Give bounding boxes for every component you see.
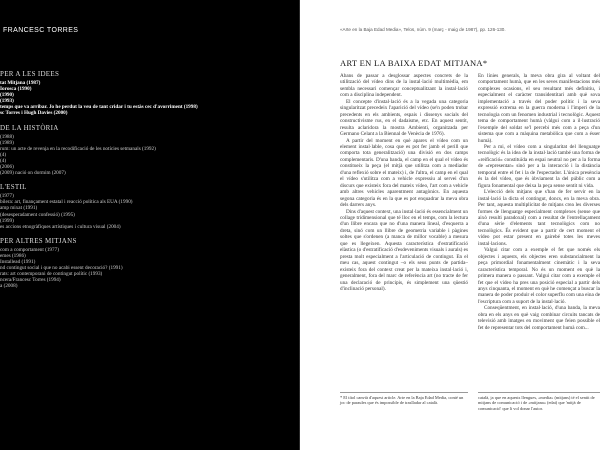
footnote-left: * El títol canvià d'aquest article. Arte en la Baja Edad Media, conté un joc de paraules que és impossible de traslladar al català.	[340, 392, 468, 406]
paragraph: Valgui citar com a exemple el fet que només els objectes i aquests, els objectes eren substancialment la peça primordial fonamentalment cinemàtic i la seva característica temporal. No és un moment en què la primera manera o passant. Valgui citar com a exemple el fet que el vídeo ha pres una posició especial a partir dels anys cinquanta, el moment en què he començat a buscar la manera de poder produir el color superflu com una eina de l'escriptura com a suport de la instal·lació.	[478, 247, 600, 305]
article-title: ART EN LA BAIXA EDAT MITJANA*	[340, 58, 488, 68]
list-item: com a comportament (1977)	[0, 246, 59, 253]
author-heading: FRANCESC TORRES	[3, 27, 79, 34]
list-item: (4)	[0, 151, 7, 158]
section-heading: PER ALTRES MITJANS	[0, 236, 77, 245]
footnote-right: català, ja que en aquests llengues, «media» (mitjans) té el sentit de mitjans de comunicació i de «mitjana» (edat) que 'mitjà de comunicació' que li vol donar l'autor.	[478, 392, 600, 411]
list-item: rum: un acte de revenja en la recodificació de les notícies setmanals (1992)	[0, 145, 156, 152]
list-item: (2006)	[0, 164, 14, 171]
paragraph: Dins d'aquest context, una instal·lació és essencialment un collage tridimensional que té lloc en el temps, com la lectura d'un llibre encara que no d'una manera lineal, d'esquerra a dreta, sinó com un llibre de geometria variable i pàgines soltes que s'ordenen (a manca de millor vocable) a mesura que es llegeixen. Aquesta característica d'estratificació elàstica (o d'estratificació d'esdeveniments visuals i aurals) es presta molt especialment a l'articulació de contingut. En el meu cas, aquest contingut –o els seus punts de partida– existeix fora del context creat per la mateixa instal·lació i, generalment, fora del marc de referència art (no tracte de fer una declaració de principis, és simplement una qüestió d'inclinació personal).	[340, 208, 468, 292]
list-item: temps que va arribar. Jo he perdut la veu de tant cridar i tu estàs cec d'avorriment (1998)	[0, 104, 198, 111]
list-item: (1999)	[0, 217, 14, 224]
list-item: es accions etnogràfiques artístiques i cultura visual (2004)	[0, 223, 121, 230]
list-item: (2009) nació on dormim (2007)	[0, 170, 66, 177]
list-item: a (2008)	[0, 283, 18, 290]
paragraph: L'elecció dels mitjans que s'han de fer servir en la instal·lació la dicta el contingut, doncs, en la meva obra. Per tant, aquesta multiplicitat de mitjans crea les diverses formes de llenguatge especialment complexes (sense que això resulti paradoxal) com a resultat de l'entrellaçament d'una sèrie d'elements tant tecnològics com no tecnològics. És evident que a partir de cert moment el vídeo pot estar present en gairebé totes les meves instal·lacions.	[478, 189, 600, 247]
list-item: (4)	[0, 157, 7, 164]
list-item: (1989)	[0, 139, 14, 146]
list-item: rats: art contemporani de contingut polític (1993)	[0, 271, 103, 278]
list-item: bilera: art, finançament estatal i reacció política als EUA (1990)	[0, 199, 133, 206]
section-heading: PER A LES IDEES	[0, 70, 60, 78]
paragraph: A partir del moment en què aparex el vídeo com un element instal·lable, cosa que es pot fer jamb el perill que comporta tota generalització) una divisió en dos camps complementaris. D'una banda, el camp en el qual el vídeo és constitueix la peça (el mitjà que utilitza com a mediador d'una reflexió sobre el mateix) i, de l'altra, el camp en el qual el vídeo s'utilitza com a vehicle expressiu al servei d'un discurs que existeix fora del mateix vídeo, l'art com a vehicle amb altres vehicles aparentment antagònics. En aquesta segona categoria és en la que es pot enquadrar la meva obra dels darrers anys.	[340, 137, 468, 209]
text-column-right	[478, 73, 600, 331]
paragraph: Per a mi, el vídeo com a singularitat del llenguatge tecnològic és la idea de la instal·lació també una forma de «reificació» constituïda en espai neutral no per a la forma de «representar» sinó per a la interacció i la distància temporal entre el fet i la de l'espectador. L'única presència és la del vídeo, que és òbviament la del públic com a figura fonamental que deixa la peça sense sentit ni vida.	[478, 143, 600, 189]
list-item: nd contingut social i que no acabi essent decoració? (1991)	[0, 265, 123, 272]
paragraph: Abans de passar a desglossar aspectes concrets de la utilització del vídeo dins de la instal·lació multimèdia, em sembla necessari començar conceptualitzant la instal·lació com a disciplina independent.	[340, 73, 468, 99]
list-item: (desesperadament confessió) (1995)	[0, 211, 75, 218]
right-page	[300, 0, 600, 450]
list-item: Installead (1991)	[0, 258, 36, 265]
paragraph: Conseqüentment, en instal·lació, d'una banda, la meva obra en els anys en què vaig combinar circuits tancats de televisió amb imatges en moviment que feien possible el fet de representar tots del comportament humà com...	[478, 305, 600, 331]
paragraph: El concepte d'instal·lació és a la vegada una categoria singularitzat precedeix l'aparició del vídeo (se'n poden trobar precedents en els ambients, espais i dissenys socials del constructivisme rus, en el dadaisme, etc. En aquest sentit, resulta aclaridora la mostra Ambienti, organitzada per Germano Celant a la Biennal de Venècia de 1976).	[340, 98, 468, 138]
list-item: sc Torres i Hugh Davies (2000)	[0, 110, 68, 117]
contents-list	[0, 70, 300, 289]
section-heading: L'ESTIL	[0, 183, 27, 192]
list-item: amp mixat (1991)	[0, 205, 38, 212]
running-head: «Arte en la Baja Edad Media», Telos, núm. 9 (març - maig de 1987), pp. 126-130.	[340, 27, 506, 32]
section-heading: DE LA HISTÒRIA	[0, 123, 59, 132]
list-item: (1993)	[0, 98, 14, 105]
list-item: (1990)	[0, 92, 14, 99]
list-item: Iorosca (1990)	[0, 86, 32, 93]
text-column-left	[340, 73, 468, 292]
list-item: (1977)	[0, 193, 14, 200]
list-item: tat Mitjana (1987)	[0, 80, 41, 86]
paragraph: En línies generals, la meva obra gira al voltant del comportament humà, que en les seves manifestacions més complexes ocasions, el seu resultant més definitiu, i especialment el caràcter transidentitari amb què sova implementació a través del poder polític i la seva expressió extrema en la guerra moderna i l'imperi de la tecnologia com un fenomen industrial i tecnològic. Aquest tema de comportament humà (vàlgui com a il·lustració l'exemple del soldat se'l percebi més com a peça d'un sistema que com a màquina metabòlica que com a ésser humà).	[478, 73, 600, 144]
list-item: ncera/Francesc Torres (1994)	[0, 277, 61, 284]
list-item: emes (1986)	[0, 252, 26, 259]
list-item: (1988)	[0, 133, 14, 140]
